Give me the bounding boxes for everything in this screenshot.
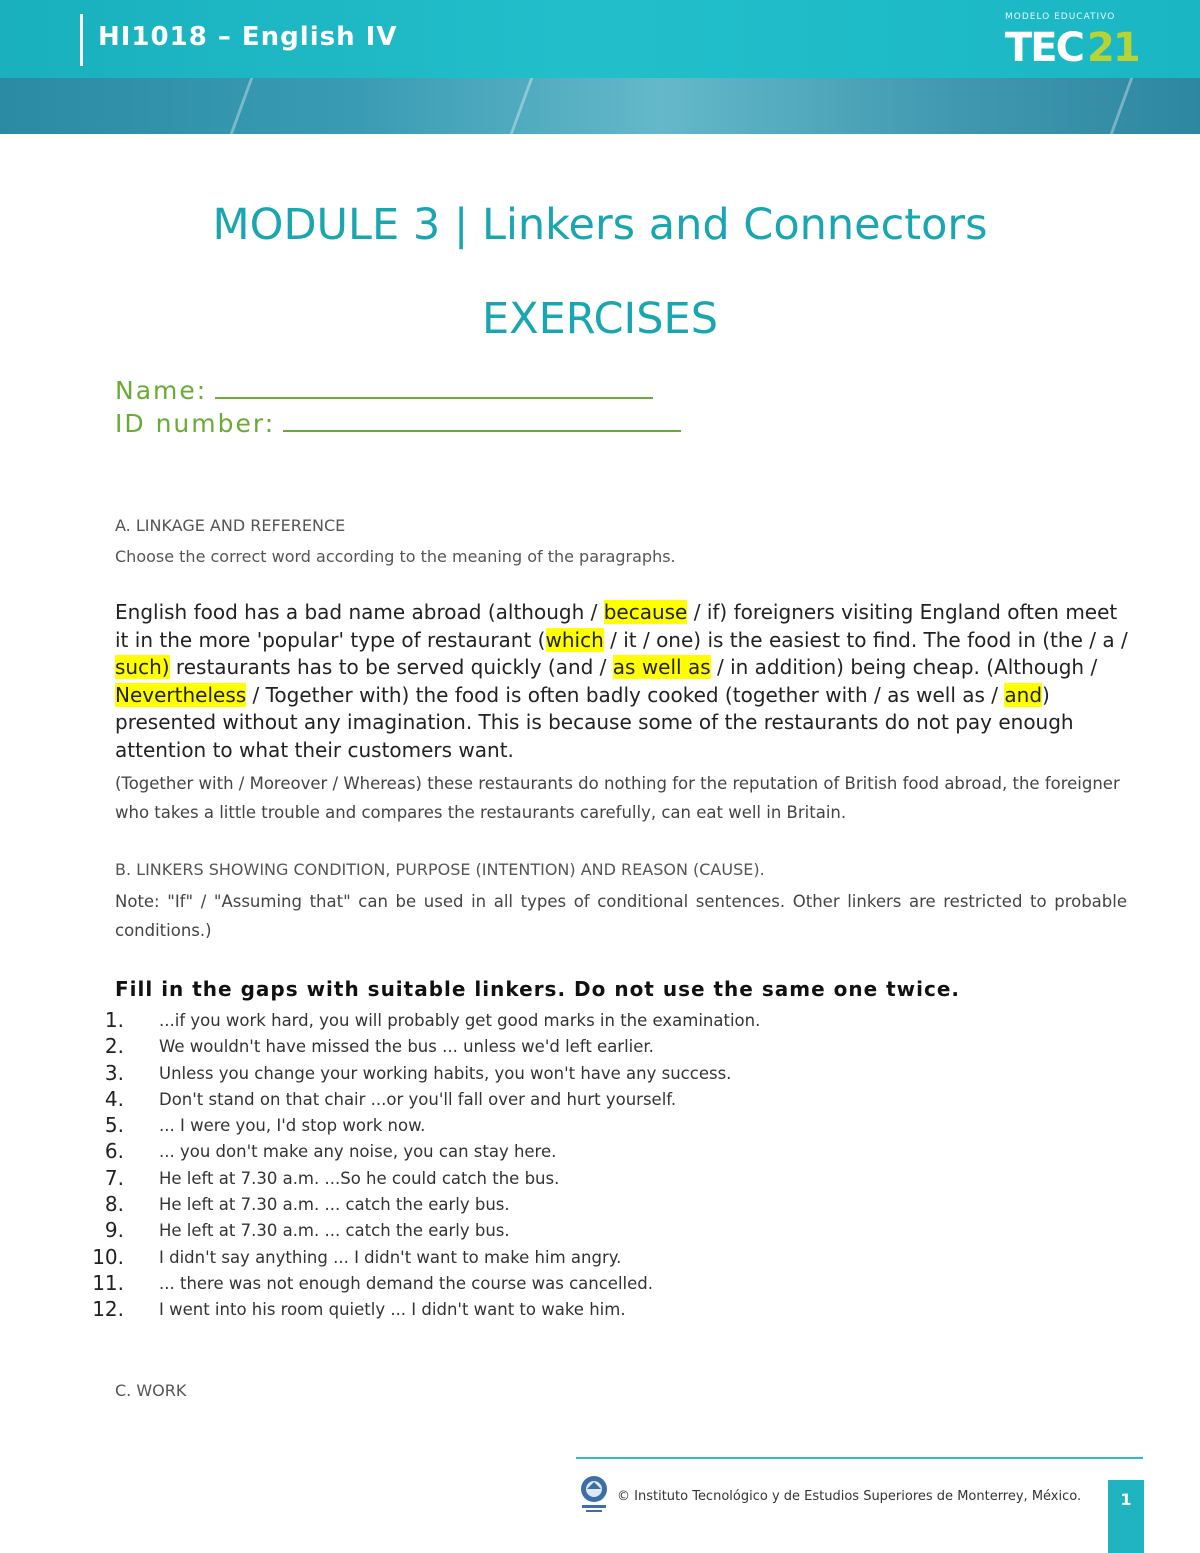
exercise-number: 8. <box>104 1192 124 1217</box>
id-label: ID number: <box>115 409 276 438</box>
paragraph-text: / in addition) being cheap. (Although / <box>710 655 1098 680</box>
course-title: HI1018 – English IV <box>98 22 398 52</box>
exercise-number: 2. <box>104 1034 124 1059</box>
section-a-paragraph <box>115 599 1135 765</box>
page-number: 1 <box>1108 1480 1144 1553</box>
exercise-text: He left at 7.30 a.m. ...So he could catch the bus. <box>159 1168 560 1188</box>
exercise-item <box>80 1270 1080 1299</box>
exercise-text: ... I were you, I'd stop work now. <box>159 1116 426 1136</box>
paragraph-text: ) presented without any imagination. This is because some of the restaurants do not pay enough attention to what their customers want. <box>115 682 1074 762</box>
exercise-item <box>80 1115 1080 1141</box>
highlighted-answer: such) <box>115 655 170 680</box>
section-a-paragraph-2: (Together with / Moreover / Whereas) these restaurants do nothing for the reputation of British food abroad, the foreigner who takes a little trouble and compares the restaurants carefully, can eat well in Britain. <box>115 774 1120 822</box>
tec21-logo <box>1005 12 1139 71</box>
section-b-instruction: Fill in the gaps with suitable linkers. Do not use the same one twice. <box>115 977 961 1001</box>
exercise-text: ... there was not enough demand the course was cancelled. <box>159 1273 653 1293</box>
logo-tec: TEC <box>1005 25 1083 71</box>
footer-rule <box>576 1457 1143 1459</box>
highlighted-answer: which <box>545 627 604 652</box>
highlighted-answer: because <box>603 600 688 624</box>
exercise-text: He left at 7.30 a.m. ... catch the early bus. <box>159 1221 510 1241</box>
exercise-text: He left at 7.30 a.m. ... catch the early bus. <box>159 1195 510 1215</box>
paragraph-text: English food has a bad name abroad (although / <box>115 600 604 624</box>
section-a-heading: A. LINKAGE AND REFERENCE <box>115 516 346 535</box>
exercise-item <box>80 1036 1080 1062</box>
exercise-item <box>80 1086 1080 1115</box>
exercise-item <box>80 1060 1080 1089</box>
exercise-text: I went into his room quietly ... I didn't want to wake him. <box>159 1300 626 1320</box>
exercise-number: 7. <box>104 1165 124 1190</box>
exercise-number: 11. <box>92 1270 124 1295</box>
exercise-number: 10. <box>92 1244 124 1269</box>
section-c-heading: C. WORK <box>115 1381 187 1400</box>
tec-seal-icon <box>577 1474 611 1514</box>
paragraph-text: / it / one) is the easiest to find. The food in (the / a / <box>603 627 1128 652</box>
highlighted-answer: as well as <box>612 655 711 680</box>
page-subtitle: EXERCISES <box>482 294 718 344</box>
exercise-number: 9. <box>104 1218 124 1243</box>
section-b-note: Note: "If" / "Assuming that" can be used in all types of conditional sentences. Other linkers are restricted to probable conditions.) <box>115 892 1127 940</box>
paragraph-text: / Together with) the food is often badly cooked (together with / as well as / <box>246 682 1005 707</box>
paragraph-text: restaurants has to be served quickly (and / <box>169 655 613 680</box>
exercise-item <box>80 1010 1080 1036</box>
name-blank-line[interactable] <box>215 375 653 399</box>
exercise-text: Unless you change your working habits, you won't have any success. <box>159 1063 732 1083</box>
exercise-item <box>80 1299 1080 1325</box>
exercise-text: We wouldn't have missed the bus ... unless we'd left earlier. <box>159 1037 654 1057</box>
exercise-number: 1. <box>104 1008 124 1032</box>
exercise-item <box>80 1244 1080 1273</box>
exercise-text: ... you don't make any noise, you can stay here. <box>159 1142 557 1162</box>
exercise-number: 12. <box>92 1297 124 1322</box>
header-divider <box>80 14 83 66</box>
exercise-number: 3. <box>104 1060 124 1085</box>
logo-number: 21 <box>1087 25 1139 71</box>
exercise-number: 5. <box>104 1113 124 1138</box>
name-label: Name: <box>115 376 208 405</box>
section-a-instruction: Choose the correct word according to the meaning of the paragraphs. <box>115 547 676 566</box>
exercise-item <box>80 1165 1080 1194</box>
highlighted-answer: and <box>1004 682 1043 707</box>
header-banner <box>0 0 1200 134</box>
exercise-number: 4. <box>104 1086 124 1111</box>
exercise-item <box>80 1194 1080 1220</box>
exercise-item <box>80 1141 1080 1167</box>
logo-tagline: MODELO EDUCATIVO <box>1005 12 1116 22</box>
exercise-text: Don't stand on that chair ...or you'll fall over and hurt yourself. <box>159 1089 677 1109</box>
section-b-heading: B. LINKERS SHOWING CONDITION, PURPOSE (INTENTION) AND REASON (CAUSE). <box>115 860 765 879</box>
id-field <box>115 408 681 438</box>
highlighted-answer: Nevertheless <box>115 682 247 707</box>
exercise-item <box>80 1220 1080 1246</box>
paragraph-text: / if) foreigners visiting England often meet it in the more 'popular' type of restaurant ( <box>115 600 1118 652</box>
id-blank-line[interactable] <box>283 408 681 432</box>
name-field <box>115 375 653 405</box>
header-photo-band <box>0 78 1200 134</box>
exercise-text: I didn't say anything ... I didn't want to make him angry. <box>159 1247 622 1267</box>
page-title: MODULE 3 | Linkers and Connectors <box>212 200 988 250</box>
exercise-list <box>80 1010 1080 1326</box>
footer-copyright: © Instituto Tecnológico y de Estudios Superiores de Monterrey, México. <box>617 1489 1082 1504</box>
exercise-number: 6. <box>104 1139 124 1164</box>
exercise-text: ...if you work hard, you will probably get good marks in the examination. <box>159 1011 761 1030</box>
